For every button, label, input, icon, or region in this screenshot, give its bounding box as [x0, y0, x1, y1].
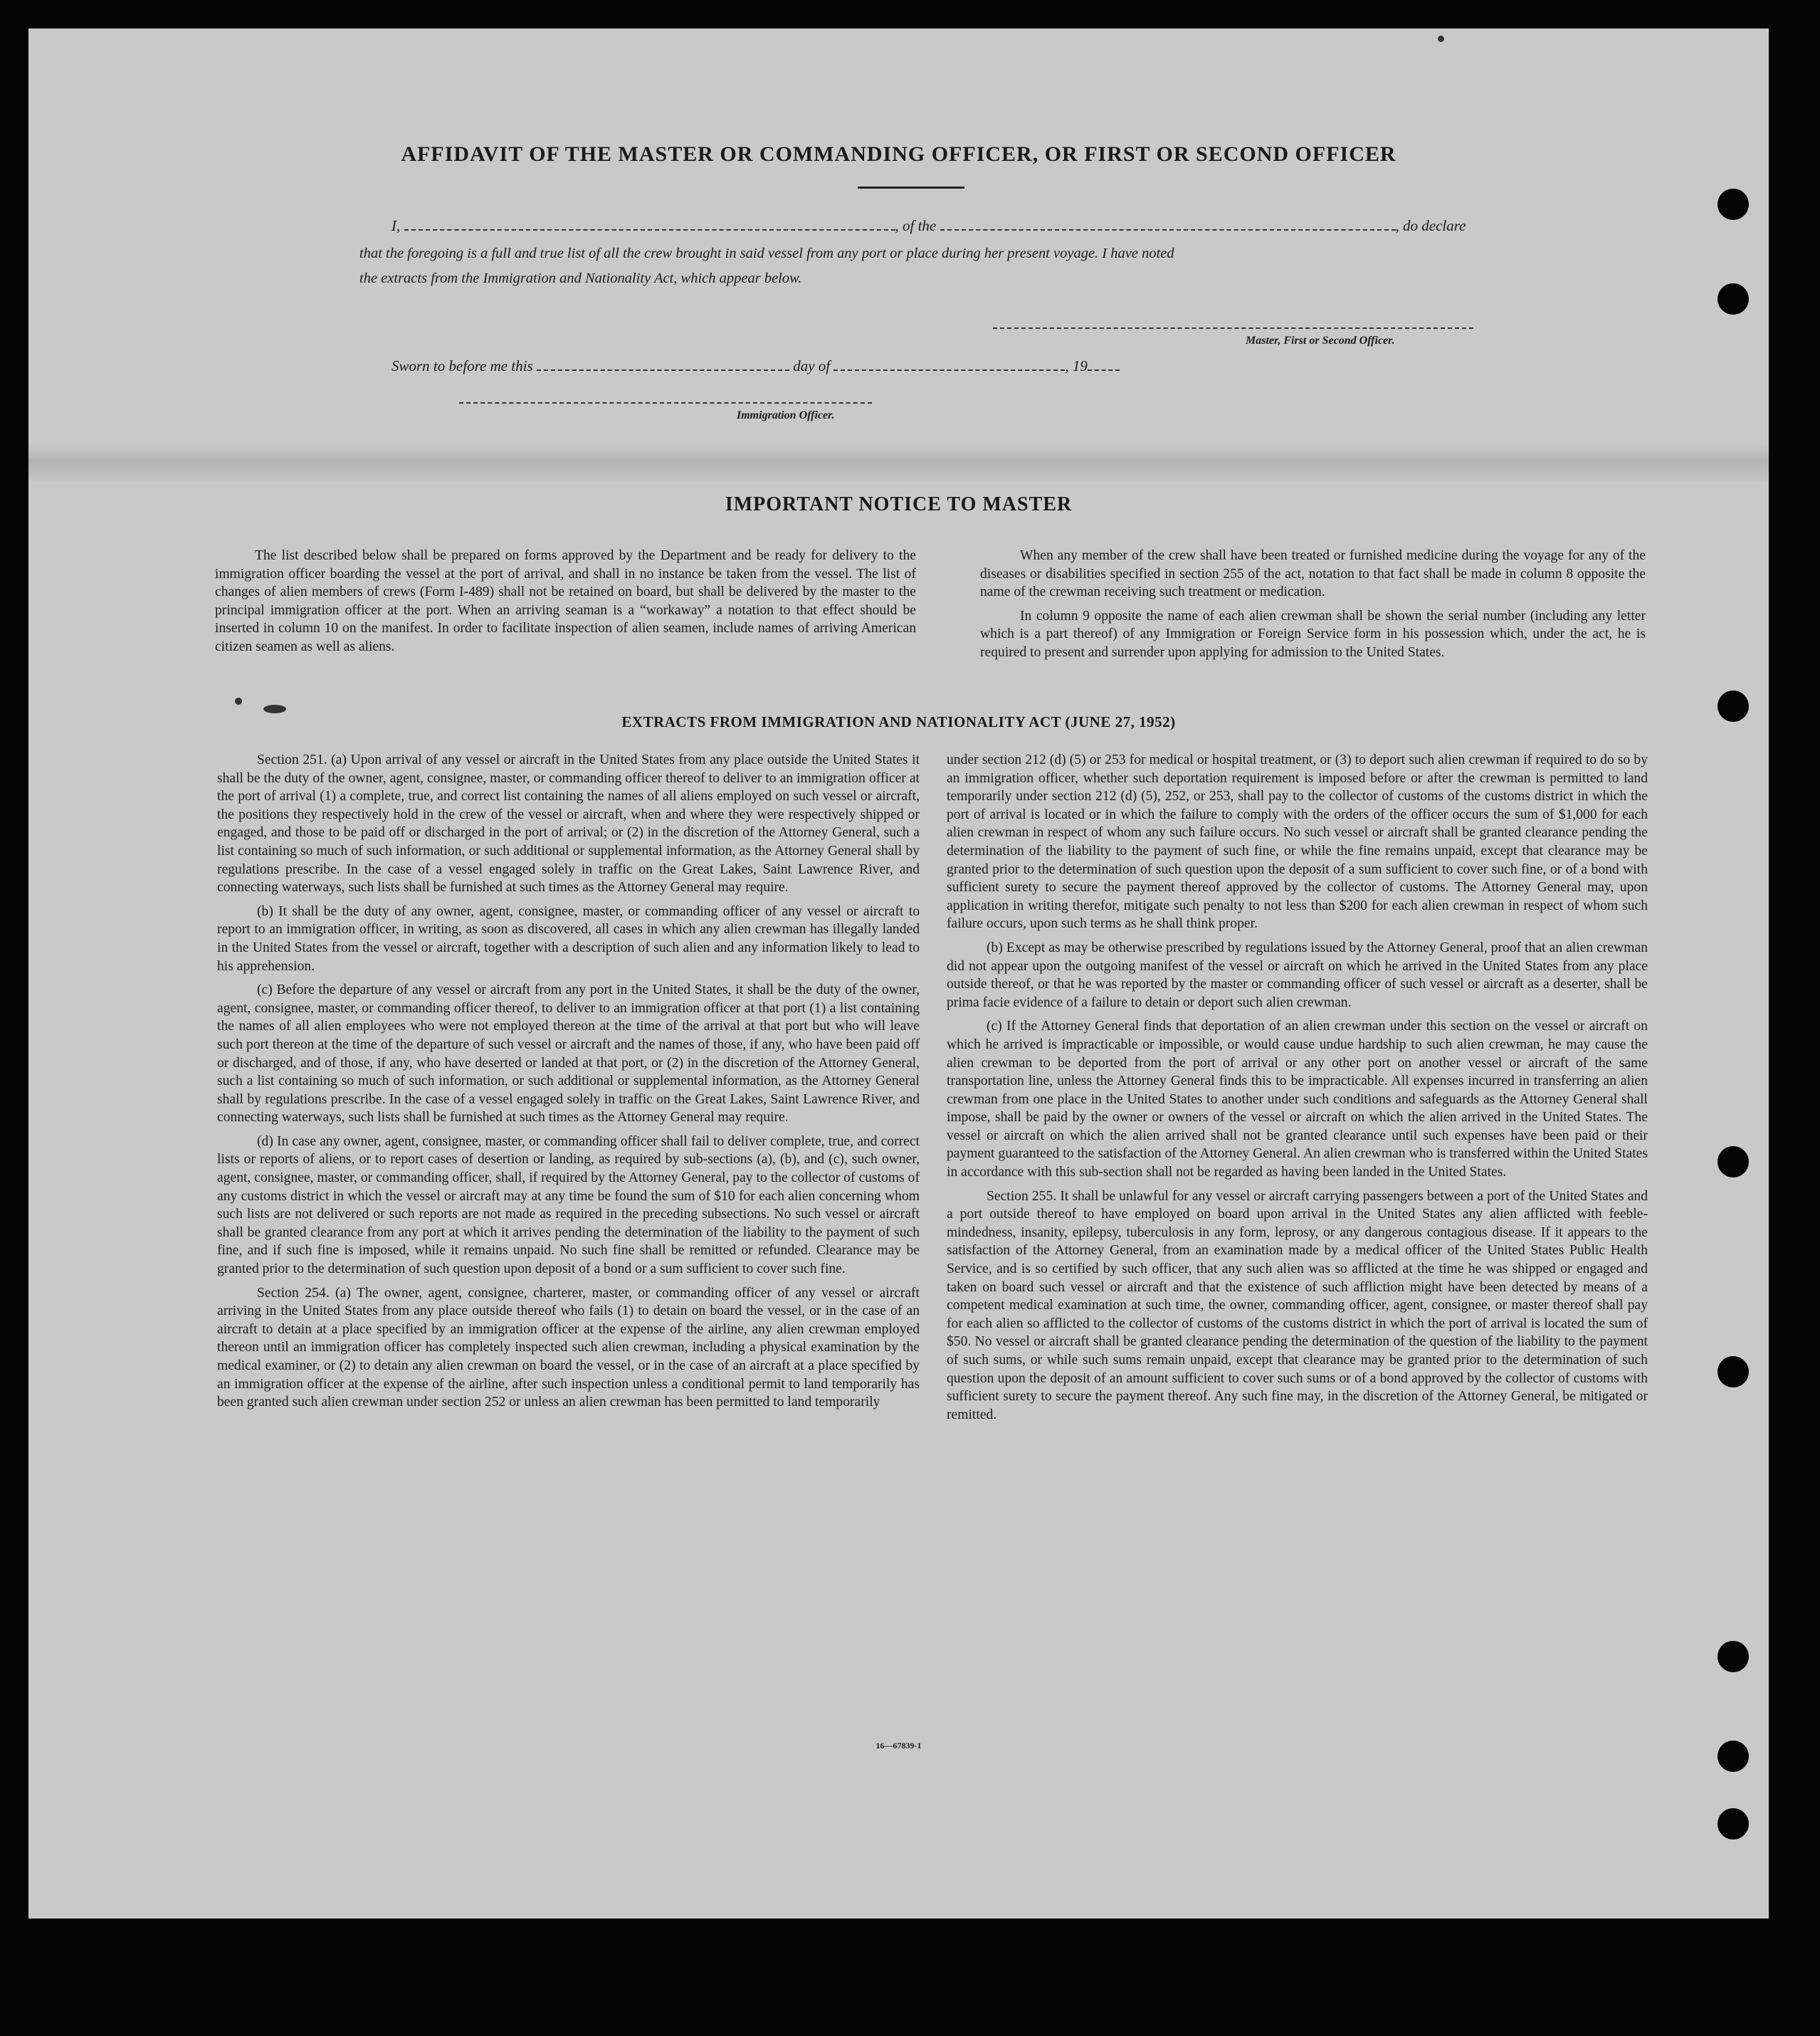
ink-smudge	[235, 698, 242, 705]
binder-hole	[1718, 1808, 1749, 1840]
notice-left-paragraph: The list described below shall be prepared on forms approved by the Department and be ready for delivery to the immigration officer boarding the vessel at the port of arrival, and shall in no instance be taken from the vessel. The list of changes of alien members of crews (Form I-489) shall not be retained on board, but shall be delivered by the master to the principal immigration officer at the port. When an arriving seaman is a “workaway” a notation to that effect should be inserted in column 10 on the manifest. In order to facilitate inspection of alien seamen, include names of arriving American citizen seamen as well as aliens.	[215, 548, 916, 654]
binder-hole	[1718, 283, 1749, 315]
notice-right-paragraph-1: When any member of the crew shall have been treated or furnished medicine during the voyage for any of the diseases or disabilities specified in section 255 of the act, notation to that fact shall be made in column 8 opposite the name of the crewman receiving such treatment or medication.	[980, 548, 1646, 600]
extracts-right-column	[947, 751, 1648, 1429]
binder-hole	[1718, 1146, 1749, 1177]
day-of-label: day of	[793, 357, 831, 374]
officer-signature-label: Immigration Officer.	[737, 409, 835, 421]
officer-signature-line	[459, 402, 872, 404]
year-prefix: , 19	[1065, 357, 1088, 374]
ink-smudge	[263, 705, 286, 713]
binder-hole	[1718, 691, 1749, 722]
section-254-b: (b) Except as may be otherwise prescribed by regulations issued by the Attorney General, proof that an alien crewman did not appear upon the outgoing manifest of the vessel or aircraft on which he arrived in the United States from any place outside thereof, or that he was reported by the master or commanding officer of such vessel or aircraft as a deserter, shall be prima facie evidence of a failure to detain or deport such alien crewman.	[947, 940, 1648, 1010]
notice-title: IMPORTANT NOTICE TO MASTER	[725, 493, 1073, 515]
master-signature-label: Master, First or Second Officer.	[1246, 335, 1395, 347]
sworn-line	[391, 357, 1120, 375]
section-251-d: (d) In case any owner, agent, consignee, master, or commanding officer shall fail to deliver complete, true, and correct lists or reports of aliens, or to report cases of desertion or landing, as required by sub-sections (a), (b), and (c), such owner, agent, consignee, master, or commanding officer, shall, if required by the Attorney General, pay to the collector of customs of any customs district in which the vessel or aircraft may at any time be found the sum of $10 for each alien concerning whom such lists are not delivered or such reports are not made as required in the preceding subsections. No such vessel or aircraft shall be granted clearance from any port at which it arrives pending the determination of the liability to the payment of such fine, and if such fine is imposed, while it remains unpaid. No such fine shall be remitted or refunded. Clearance may be granted prior to the determination of such question upon deposit of a bond or a sum sufficient to cover such fine.	[217, 1133, 920, 1277]
binder-hole	[1718, 1356, 1749, 1387]
name-blank	[404, 229, 895, 231]
title-underline	[858, 187, 964, 189]
section-251-a: Section 251. (a) Upon arrival of any vessel or aircraft in the United States from any place outside the United States it shall be the duty of the owner, agent, consignee, master, or commanding officer thereof to deliver to an immigration officer at the port of arrival (1) a complete, true, and correct list containing the names of all aliens employed on such vessel or aircraft, the positions they respectively hold in the crew of the vessel or aircraft, when and where they were respectively shipped or engaged, and those to be paid off or discharged in the port of arrival; or (2) in the discretion of the Attorney General, such a list containing so much of such information, or such additional or supplemental information, as the Attorney General shall by regulations prescribe. In the case of a vessel engaged solely in traffic on the Great Lakes, Saint Lawrence River, and connecting waterways, such lists shall be furnished at such times as the Attorney General may require.	[217, 752, 920, 896]
form-number: 16—67839-1	[875, 1741, 922, 1751]
master-signature-line	[993, 327, 1473, 329]
notice-right-paragraph-2: In column 9 opposite the name of each alien crewman shall be shown the serial number (including any letter which is a part thereof) of any Immigration or Foreign Service form in his possession which, under the act, he is required to present and surrender upon applying for admission to the United States.	[980, 608, 1646, 660]
section-254-a-continued: under section 212 (d) (5) or 253 for medical or hospital treatment, or (3) to deport such alien crewman if required to do so by an immigration officer, whether such deportation requirement is imposed before or after the crewman is permitted to land temporarily under section 212 (d) (5), 252, or 253, shall pay to the collector of customs of the customs district in which the port of arrival is located or in which the failure to comply with the orders of the officer occurs the sum of $1,000 for each alien crewman in respect of whom any such failure occurs. No such vessel or aircraft shall be granted clearance pending the determination of the liability to the payment of such fine, or while the fine remains unpaid, except that clearance may be granted prior to the determination of such question upon the deposit of a sum sufficient to cover such fine, or of a bond with sufficient surety to secure the payment thereof approved by the collector of customs. The Attorney General may, upon application in writing therefor, mitigate such penalty to not less than $200 for each alien crewman in respect of whom such failure occurs, upon such terms as he shall think proper.	[947, 752, 1648, 932]
sworn-day-blank	[537, 369, 789, 371]
sworn-label: Sworn to before me this	[391, 357, 533, 374]
notice-left-column	[215, 547, 916, 662]
document-page	[28, 28, 1769, 1919]
section-255: Section 255. It shall be unlawful for any vessel or aircraft carrying passengers between a port of the United States and a port outside thereof to have employed on board upon arrival in the United States any alien afflicted with feeble-mindedness, insanity, epilepsy, tuberculosis in any form, leprosy, or any dangerous contagious disease. If it appears to the satisfaction of the Attorney General, from an examination made by a medical officer of the United States Public Health Service, and is so certified by such officer, that any such alien was so afflicted at the time he was shipped or engaged and taken on board such vessel or aircraft and that the existence of such affliction might have been detected by means of a competent medical examination at such time, the owner, commanding officer, agent, consignee, or master thereof shall pay for each alien so afflicted to the collector of customs of the customs district in which the port of arrival is located the sum of $50. No vessel or aircraft shall be granted clearance pending the determination of the question of the liability to the payment of such sums, or while such sums remain unpaid, except that clearance may be granted prior to the determination of such question upon the deposit of an amount sufficient to cover such sums or of a bond approved by the collector of customs with sufficient surety to secure the payment thereof. Any such fine may, in the discretion of the Attorney General, be mitigated or remitted.	[947, 1188, 1648, 1422]
section-254-a: Section 254. (a) The owner, agent, consignee, charterer, master, or commanding officer of any vessel or aircraft arriving in the United States from any place outside thereof who fails (1) to detain on board the vessel, or in the case of an aircraft to detain at a place specified by an immigration officer at the expense of the airline, any alien crewman employed thereon until an immigration officer has completely inspected such alien crewman, including a physical examination by the medical examiner, or (2) to detain any alien crewman on board the vessel, or in the case of an aircraft at a place specified by an immigration officer at the expense of the airline, after such inspection unless a conditional permit to land temporarily has been granted such alien crewman under section 252 or unless an alien crewman has been permitted to land temporarily	[217, 1285, 920, 1410]
statement-line-1: that the foregoing is a full and true list of all the crew brought in said vessel from any port or place during her present voyage. I have noted	[359, 246, 1174, 261]
binder-hole	[1718, 1641, 1749, 1672]
i-label: I,	[391, 217, 401, 234]
binder-hole	[1718, 189, 1749, 220]
extracts-left-column	[217, 751, 920, 1417]
section-251-b: (b) It shall be the duty of any owner, agent, consignee, master, or commanding officer of any vessel or aircraft to report to an immigration officer, in writing, as soon as discovered, all cases in which any alien crewman has illegally landed in the United States from the vessel or aircraft, together with a description of such alien and any information likely to lead to his apprehension.	[217, 903, 920, 974]
declaration-line	[391, 217, 1466, 235]
page-fold	[28, 445, 1769, 481]
of-the-label: , of the	[895, 217, 937, 234]
notice-right-column	[980, 547, 1646, 668]
statement-line-2: the extracts from the Immigration and Nationality Act, which appear below.	[359, 271, 802, 286]
section-251-c: (c) Before the departure of any vessel or aircraft from any port in the United States, it shall be the duty of the owner, agent, consignee, master, or commanding officer thereof, to deliver to an immigration officer at that port (1) a list containing the names of all alien employees who were not employed thereon at the time of the arrival at that port but who will leave such port thereon at the time of the departure of such vessel or aircraft and the names of those, if any, who have been paid off or discharged, and of those, if any, who have deserted or landed at that port, or (2) in the discretion of the Attorney General, such a list containing so much of such information, or such additional or supplemental information, as the Attorney General shall by regulations prescribe. In the case of a vessel engaged solely in traffic on the Great Lakes, Saint Lawrence River, and connecting waterways, such lists shall be furnished at such times as the Attorney General may require.	[217, 982, 920, 1125]
sworn-month-blank	[833, 369, 1065, 371]
vessel-blank	[940, 229, 1396, 231]
affidavit-title: AFFIDAVIT OF THE MASTER OR COMMANDING OFFICER, OR FIRST OR SECOND OFFICER	[401, 142, 1396, 166]
declare-label: , do declare	[1395, 217, 1466, 234]
ink-smudge	[1438, 36, 1444, 42]
binder-hole	[1718, 1741, 1749, 1772]
section-254-c: (c) If the Attorney General finds that deportation of an alien crewman under this section on the vessel or aircraft on which he arrived is impracticable or impossible, or would cause undue hardship to such alien crewman, he may cause the alien crewman to be deported from the port of arrival or any other port on another vessel or aircraft of the same transportation line, unless the Attorney General finds this to be impracticable. All expenses incurred in transferring an alien crewman from one place in the United States to another under such conditions and safeguards as the Attorney General shall impose, shall be paid by the owner or owners of the vessel or aircraft on which the alien arrived in the United States. The vessel or aircraft on which the alien arrived shall not be granted clearance until such expenses have been paid or their payment guaranteed to the satisfaction of the Attorney General. An alien crewman who is transferred within the United States in accordance with this sub-section shall not be regarded as having been landed in the United States.	[947, 1019, 1648, 1180]
year-blank	[1088, 369, 1120, 371]
extracts-title: EXTRACTS FROM IMMIGRATION AND NATIONALITY ACT (JUNE 27, 1952)	[621, 713, 1176, 730]
